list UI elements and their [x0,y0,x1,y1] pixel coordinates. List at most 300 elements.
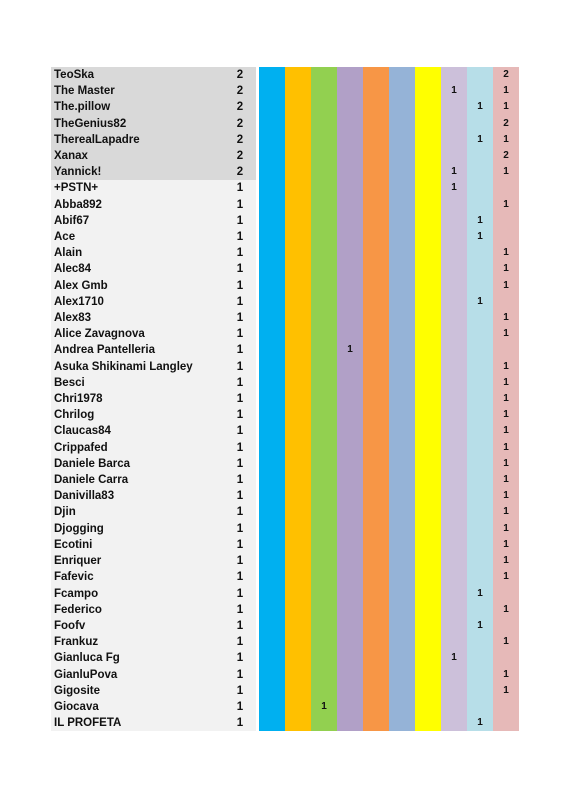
category-cell-3 [311,667,337,683]
category-cell-4 [337,278,363,294]
category-cell-8 [441,261,467,277]
category-cell-4 [337,326,363,342]
category-cell-2 [285,67,311,83]
category-cell-9 [467,504,493,520]
category-cell-5 [363,618,389,634]
category-cell-4 [337,521,363,537]
category-cell-10: 1 [493,245,519,261]
category-cell-1 [259,391,285,407]
player-name: Enriquer [51,553,224,569]
category-cell-8 [441,586,467,602]
category-cell-4 [337,715,363,731]
player-total: 1 [224,715,256,731]
category-cell-2 [285,521,311,537]
category-cell-8 [441,359,467,375]
table-row [51,180,519,196]
category-cell-2 [285,391,311,407]
category-cell-5 [363,391,389,407]
category-cell-4: 1 [337,342,363,358]
category-cell-2 [285,504,311,520]
category-cell-10 [493,715,519,731]
category-cell-4 [337,391,363,407]
category-cell-8 [441,553,467,569]
category-cell-5 [363,294,389,310]
player-total: 1 [224,423,256,439]
category-cell-5 [363,148,389,164]
category-cell-5 [363,569,389,585]
category-cell-7 [415,391,441,407]
category-cell-3 [311,521,337,537]
category-cell-8 [441,116,467,132]
category-cell-2 [285,683,311,699]
category-cell-7 [415,326,441,342]
category-cell-8 [441,602,467,618]
category-cell-9: 1 [467,132,493,148]
player-name: Asuka Shikinami Langley [51,359,224,375]
category-cell-4 [337,359,363,375]
category-cell-8 [441,310,467,326]
category-cell-4 [337,132,363,148]
category-cell-6 [389,132,415,148]
category-cell-6 [389,504,415,520]
category-cell-3 [311,229,337,245]
player-total: 2 [224,164,256,180]
category-cell-10: 1 [493,472,519,488]
category-cell-2 [285,699,311,715]
category-cell-5 [363,99,389,115]
player-name: Daniele Carra [51,472,224,488]
category-cell-6 [389,537,415,553]
category-cell-2 [285,586,311,602]
category-cell-3 [311,553,337,569]
table-row [51,229,519,245]
category-cell-10: 2 [493,116,519,132]
category-cell-4 [337,197,363,213]
category-cell-6 [389,521,415,537]
table-row [51,278,519,294]
table-row [51,440,519,456]
category-cell-7 [415,278,441,294]
category-cell-9 [467,667,493,683]
category-cell-3 [311,504,337,520]
category-cell-9 [467,310,493,326]
player-name: Crippafed [51,440,224,456]
category-cell-2 [285,553,311,569]
category-cell-10: 1 [493,164,519,180]
category-cell-9 [467,683,493,699]
player-name: GianluPova [51,667,224,683]
category-cell-8 [441,456,467,472]
table-row [51,148,519,164]
category-cell-6 [389,83,415,99]
category-cell-2 [285,423,311,439]
score-table [51,67,519,731]
category-cell-4 [337,245,363,261]
player-name: TherealLapadre [51,132,224,148]
category-cell-8: 1 [441,650,467,666]
category-cell-10 [493,342,519,358]
category-cell-6 [389,667,415,683]
category-cell-5 [363,342,389,358]
category-cell-4 [337,602,363,618]
category-cell-7 [415,164,441,180]
category-cell-2 [285,472,311,488]
player-name: Foofv [51,618,224,634]
category-cell-9 [467,440,493,456]
category-cell-5 [363,164,389,180]
category-cell-7 [415,650,441,666]
player-total: 1 [224,683,256,699]
category-cell-7 [415,634,441,650]
category-cell-5 [363,278,389,294]
category-cell-5 [363,375,389,391]
category-cell-7 [415,586,441,602]
category-cell-1 [259,310,285,326]
category-cell-1 [259,245,285,261]
category-cell-4 [337,261,363,277]
player-total: 1 [224,472,256,488]
category-cell-4 [337,229,363,245]
table-row [51,116,519,132]
category-cell-7 [415,359,441,375]
table-row [51,359,519,375]
category-cell-4 [337,699,363,715]
category-cell-5 [363,423,389,439]
category-cell-2 [285,294,311,310]
category-cell-9 [467,472,493,488]
player-name: Besci [51,375,224,391]
category-cell-2 [285,164,311,180]
category-cell-9 [467,148,493,164]
category-cell-10 [493,229,519,245]
category-cell-8 [441,504,467,520]
category-cell-7 [415,715,441,731]
table-row [51,294,519,310]
category-cell-7 [415,618,441,634]
category-cell-8 [441,67,467,83]
player-name: IL PROFETA [51,715,224,731]
category-cell-9 [467,116,493,132]
category-cell-10: 1 [493,197,519,213]
category-cell-2 [285,148,311,164]
category-cell-3 [311,99,337,115]
category-cell-2 [285,375,311,391]
category-cell-8 [441,245,467,261]
category-cell-8 [441,667,467,683]
category-cell-1 [259,180,285,196]
category-cell-5 [363,245,389,261]
category-cell-3 [311,472,337,488]
category-cell-9 [467,359,493,375]
player-total: 1 [224,229,256,245]
category-cell-1 [259,229,285,245]
category-cell-6 [389,116,415,132]
category-cell-10: 1 [493,683,519,699]
category-cell-1 [259,83,285,99]
player-total: 1 [224,278,256,294]
table-row [51,197,519,213]
category-cell-3 [311,359,337,375]
category-cell-2 [285,326,311,342]
player-name: Abba892 [51,197,224,213]
category-cell-4 [337,180,363,196]
category-cell-3 [311,294,337,310]
player-total: 1 [224,602,256,618]
category-cell-1 [259,197,285,213]
category-cell-7 [415,407,441,423]
category-cell-9: 1 [467,99,493,115]
player-name: Daniele Barca [51,456,224,472]
category-cell-10: 1 [493,407,519,423]
category-cell-9 [467,537,493,553]
category-cell-3 [311,342,337,358]
category-cell-2 [285,310,311,326]
category-cell-6 [389,67,415,83]
category-cell-2 [285,569,311,585]
player-total: 1 [224,326,256,342]
category-cell-3 [311,618,337,634]
category-cell-10: 1 [493,634,519,650]
player-total: 1 [224,261,256,277]
player-name: Danivilla83 [51,488,224,504]
category-cell-4 [337,569,363,585]
table-row [51,456,519,472]
category-cell-9 [467,83,493,99]
category-cell-7 [415,180,441,196]
category-cell-8 [441,634,467,650]
category-cell-4 [337,164,363,180]
category-cell-9 [467,164,493,180]
table-row [51,618,519,634]
player-name: Gianluca Fg [51,650,224,666]
table-row [51,521,519,537]
category-cell-1 [259,116,285,132]
category-cell-3 [311,261,337,277]
category-cell-1 [259,99,285,115]
category-cell-3 [311,683,337,699]
category-cell-1 [259,521,285,537]
player-total: 1 [224,569,256,585]
category-cell-3 [311,602,337,618]
table-row [51,667,519,683]
category-cell-8 [441,148,467,164]
category-cell-4 [337,650,363,666]
category-cell-6 [389,375,415,391]
category-cell-9 [467,67,493,83]
category-cell-1 [259,261,285,277]
category-cell-5 [363,537,389,553]
category-cell-6 [389,261,415,277]
category-cell-1 [259,326,285,342]
player-total: 1 [224,359,256,375]
category-cell-1 [259,213,285,229]
category-cell-1 [259,148,285,164]
category-cell-5 [363,180,389,196]
category-cell-6 [389,326,415,342]
category-cell-4 [337,67,363,83]
category-cell-8 [441,472,467,488]
category-cell-6 [389,602,415,618]
category-cell-7 [415,504,441,520]
category-cell-2 [285,537,311,553]
category-cell-3 [311,213,337,229]
category-cell-8 [441,342,467,358]
player-total: 2 [224,116,256,132]
category-cell-7 [415,67,441,83]
category-cell-6 [389,245,415,261]
category-cell-1 [259,650,285,666]
player-name: Gigosite [51,683,224,699]
category-cell-10: 1 [493,440,519,456]
player-total: 1 [224,586,256,602]
category-cell-7 [415,197,441,213]
table-row [51,699,519,715]
category-cell-7 [415,537,441,553]
category-cell-1 [259,440,285,456]
category-cell-10: 1 [493,667,519,683]
category-cell-5 [363,488,389,504]
player-name: The.pillow [51,99,224,115]
category-cell-9 [467,278,493,294]
player-name: Chrilog [51,407,224,423]
category-cell-10: 1 [493,521,519,537]
category-cell-6 [389,180,415,196]
table-row [51,213,519,229]
category-cell-10: 1 [493,375,519,391]
category-cell-2 [285,261,311,277]
category-cell-2 [285,715,311,731]
category-cell-8 [441,521,467,537]
category-cell-4 [337,148,363,164]
player-name: Alex Gmb [51,278,224,294]
category-cell-1 [259,634,285,650]
category-cell-10: 1 [493,504,519,520]
category-cell-3 [311,715,337,731]
category-cell-9 [467,569,493,585]
category-cell-3 [311,180,337,196]
category-cell-10 [493,586,519,602]
category-cell-3 [311,456,337,472]
player-name: The Master [51,83,224,99]
category-cell-2 [285,618,311,634]
category-cell-10: 1 [493,99,519,115]
category-cell-1 [259,504,285,520]
category-cell-9 [467,423,493,439]
category-cell-1 [259,586,285,602]
category-cell-1 [259,472,285,488]
player-name: Fafevic [51,569,224,585]
player-total: 1 [224,375,256,391]
category-cell-6 [389,586,415,602]
category-cell-3 [311,197,337,213]
category-cell-8 [441,294,467,310]
category-cell-1 [259,683,285,699]
table-row [51,586,519,602]
category-cell-10: 1 [493,569,519,585]
player-total: 1 [224,294,256,310]
category-cell-7 [415,229,441,245]
category-cell-10: 1 [493,83,519,99]
table-row [51,261,519,277]
category-cell-3 [311,310,337,326]
category-cell-3 [311,537,337,553]
category-cell-7 [415,456,441,472]
category-cell-5 [363,407,389,423]
category-cell-3 [311,569,337,585]
table-row [51,569,519,585]
player-name: Alice Zavagnova [51,326,224,342]
category-cell-9 [467,326,493,342]
player-total: 1 [224,650,256,666]
category-cell-3 [311,423,337,439]
category-cell-8 [441,391,467,407]
category-cell-5 [363,472,389,488]
player-total: 2 [224,83,256,99]
table-row [51,132,519,148]
category-cell-2 [285,132,311,148]
category-cell-6 [389,440,415,456]
category-cell-5 [363,553,389,569]
category-cell-10: 1 [493,391,519,407]
category-cell-6 [389,294,415,310]
category-cell-9: 1 [467,715,493,731]
category-cell-7 [415,440,441,456]
category-cell-1 [259,67,285,83]
player-total: 2 [224,132,256,148]
category-cell-4 [337,683,363,699]
category-cell-8 [441,407,467,423]
category-cell-5 [363,456,389,472]
category-cell-3 [311,132,337,148]
category-cell-7 [415,375,441,391]
category-cell-4 [337,634,363,650]
table-row [51,488,519,504]
player-name: Alec84 [51,261,224,277]
category-cell-10: 1 [493,326,519,342]
table-row [51,472,519,488]
category-cell-1 [259,423,285,439]
player-total: 1 [224,504,256,520]
category-cell-2 [285,245,311,261]
category-cell-10: 1 [493,359,519,375]
player-total: 2 [224,99,256,115]
category-cell-8: 1 [441,164,467,180]
category-cell-10 [493,180,519,196]
category-cell-1 [259,164,285,180]
category-cell-5 [363,132,389,148]
category-cell-3 [311,407,337,423]
player-name: Alex83 [51,310,224,326]
category-cell-6 [389,456,415,472]
player-total: 1 [224,456,256,472]
category-cell-2 [285,667,311,683]
category-cell-6 [389,310,415,326]
category-cell-6 [389,148,415,164]
category-cell-6 [389,650,415,666]
category-cell-2 [285,407,311,423]
table-row [51,375,519,391]
player-name: Chri1978 [51,391,224,407]
category-cell-6 [389,342,415,358]
player-total: 1 [224,537,256,553]
category-cell-7 [415,423,441,439]
category-cell-8 [441,683,467,699]
category-cell-5 [363,699,389,715]
category-cell-9 [467,699,493,715]
category-cell-2 [285,440,311,456]
category-cell-9 [467,375,493,391]
player-name: TheGenius82 [51,116,224,132]
